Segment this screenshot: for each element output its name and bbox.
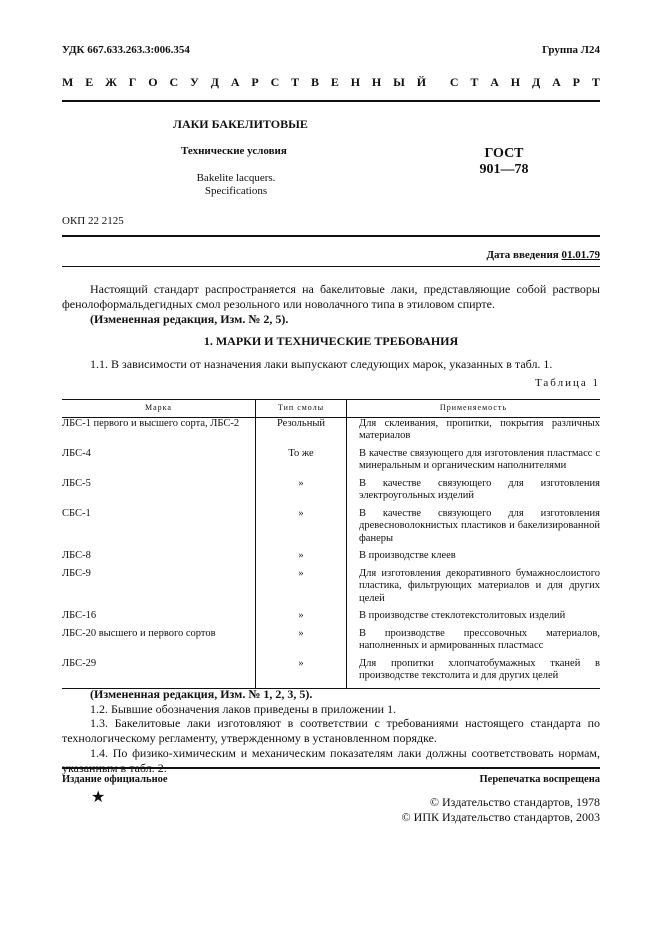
banner-letter: Н [350, 75, 361, 89]
applicability-cell: В производстве стеклотекстолитовых изделий [359, 610, 566, 621]
table-row [62, 658, 600, 689]
english-title-line-1: Bakelite lacquers. [196, 172, 276, 184]
applicability-cell: Для изготовления декоративного бумажнослоистого пластика, фильтрующих материалов и для других целей [359, 567, 600, 604]
table-revision-note: (Измененная редакция, Изм. № 1, 2, 3, 5). [90, 687, 313, 701]
banner-letter: Ж [105, 75, 117, 89]
reprint-prohibited: Перепечатка воспрещена [479, 774, 600, 785]
banner-letter: А [490, 75, 499, 89]
group-code: Группа Л24 [542, 44, 600, 56]
mark-cell: ЛБС-5 [62, 477, 91, 489]
applicability-cell: Для пропитки хлопчатобумажных тканей в производстве текстолита и для других целей [347, 658, 601, 689]
banner-letter: Т [470, 75, 479, 89]
gost-number: 901—78 [479, 162, 529, 177]
mark-cell: ЛБС-16 [62, 610, 97, 621]
title-rule [62, 235, 600, 237]
mark-cell: ЛБС-9 [62, 567, 91, 579]
applicability-cell: В производстве прессовочных материалов, наполненных и армированных пластмасс [359, 627, 600, 651]
resin-type-cell: То же [256, 448, 347, 478]
clause-1-2: 1.2. Бывшие обозначения лаков приведены в приложении 1. [90, 702, 397, 716]
copyright-1978: © Издательство стандартов, 1978 [429, 795, 600, 809]
banner-letter: Р [572, 75, 580, 89]
resin-type-cell: » [256, 628, 347, 658]
clause-1-4: 1.4. По физико-химическим и механическим показателям лаки должны соответствовать нормам, указанным в табл. 2. [62, 746, 600, 775]
table-row [62, 568, 600, 611]
date-rule [62, 266, 600, 267]
table-row [62, 610, 600, 628]
mark-cell: СБС-1 [62, 507, 91, 519]
clause-1-3: 1.3. Бакелитовые лаки изготовляют в соответствии с требованиями настоящего стандарта по технологическому регламенту, утвержденному в установленном порядке. [62, 716, 600, 745]
copyright-2003: © ИПК Издательство стандартов, 2003 [401, 810, 600, 824]
banner-letter: У [190, 75, 199, 89]
resin-type-cell: » [256, 550, 347, 568]
mark-cell: ЛБС-29 [62, 658, 256, 689]
gost-designation [474, 146, 534, 178]
clause-1-1: 1.1. В зависимости от назначения лаки выпускают следующих марок, указанных в табл. 1. [90, 357, 553, 371]
banner-letter: Ы [393, 75, 405, 89]
col-header-mark: Марка [62, 400, 256, 418]
banner-letter: Р [251, 75, 259, 89]
english-title [184, 172, 288, 198]
banner-letter: С [449, 75, 459, 89]
banner-letter: Т [291, 75, 300, 89]
banner-letter: Д [531, 75, 541, 89]
banner-letter: С [169, 75, 179, 89]
header-rule [62, 100, 600, 102]
banner-letter: А [552, 75, 561, 89]
col-header-resin: Тип смолы [256, 400, 347, 418]
banner-letter: Н [371, 75, 382, 89]
banner-letter: Й [416, 75, 427, 89]
introduction-date-label: Дата введения [486, 249, 559, 261]
english-title-line-2: Specifications [204, 185, 268, 197]
mark-cell: ЛБС-20 высшего и первого сортов [62, 627, 216, 639]
table-1 [62, 399, 600, 689]
table-row [62, 550, 600, 568]
intro-revision-note: (Измененная редакция, Изм. № 2, 5). [90, 312, 289, 326]
table-row [62, 628, 600, 658]
resin-type-cell: » [256, 508, 347, 551]
banner-letter: Д [210, 75, 219, 89]
applicability-cell: В качестве связующего для изготовления электроугольных изделий [359, 477, 600, 501]
table-row [62, 417, 600, 448]
banner-letter: О [148, 75, 158, 89]
gost-label: ГОСТ [484, 146, 524, 161]
resin-type-cell: » [256, 658, 347, 689]
applicability-cell: В качестве связующего для изготовления древесноволокнистых пластиков и бакелизированной фанеры [359, 507, 600, 544]
section-1-heading: 1. МАРКИ И ТЕХНИЧЕСКИЕ ТРЕБОВАНИЯ [203, 334, 459, 348]
banner-letter: С [270, 75, 280, 89]
banner-letter: Т [591, 75, 600, 89]
mark-cell: ЛБС-1 первого и высшего сорта, ЛБС-2 [62, 417, 240, 429]
banner-letter: Е [330, 75, 339, 89]
okp-code: ОКП 22 2125 [62, 215, 124, 227]
table-1-caption: Таблица 1 [534, 377, 600, 389]
document-title: ЛАКИ БАКЕЛИТОВЫЕ [173, 117, 308, 131]
applicability-cell: В производстве клеев [359, 550, 456, 561]
introduction-date [486, 249, 600, 261]
applicability-cell: В качестве связующего для изготовления пластмасс с минеральным и органическим наполнителями [359, 447, 600, 471]
footer-rule [62, 767, 600, 769]
interstate-standard-banner [62, 75, 600, 90]
mark-cell: ЛБС-8 [62, 550, 91, 561]
banner-letter: А [230, 75, 240, 89]
mark-cell: ЛБС-4 [62, 447, 91, 459]
official-edition: Издание официальное [62, 774, 168, 785]
banner-letter: Н [510, 75, 521, 89]
udk-code: УДК 667.633.263.3:006.354 [62, 44, 190, 56]
resin-type-cell: » [256, 568, 347, 611]
resin-type-cell: » [256, 610, 347, 628]
table-row [62, 478, 600, 508]
intro-paragraph: Настоящий стандарт распространяется на бакелитовые лаки, представляющие собой растворы фенолоформальдегидных смол резольного или новолачного типа в этиловом спирте. [62, 282, 600, 311]
document-subtitle: Технические условия [181, 145, 287, 157]
banner-letter: Е [85, 75, 94, 89]
banner-letter: М [62, 75, 74, 89]
table-1-header-row [62, 400, 600, 418]
banner-letter: Г [128, 75, 137, 89]
col-header-use: Применяемость [347, 400, 601, 418]
resin-type-cell: Резольный [256, 417, 347, 448]
table-row [62, 448, 600, 478]
introduction-date-value: 01.01.79 [561, 249, 600, 261]
star-icon: ★ [91, 789, 106, 806]
applicability-cell: Для склеивания, пропитки, покрытия различных материалов [359, 417, 600, 441]
table-row [62, 508, 600, 551]
resin-type-cell: » [256, 478, 347, 508]
banner-letter: В [310, 75, 319, 89]
